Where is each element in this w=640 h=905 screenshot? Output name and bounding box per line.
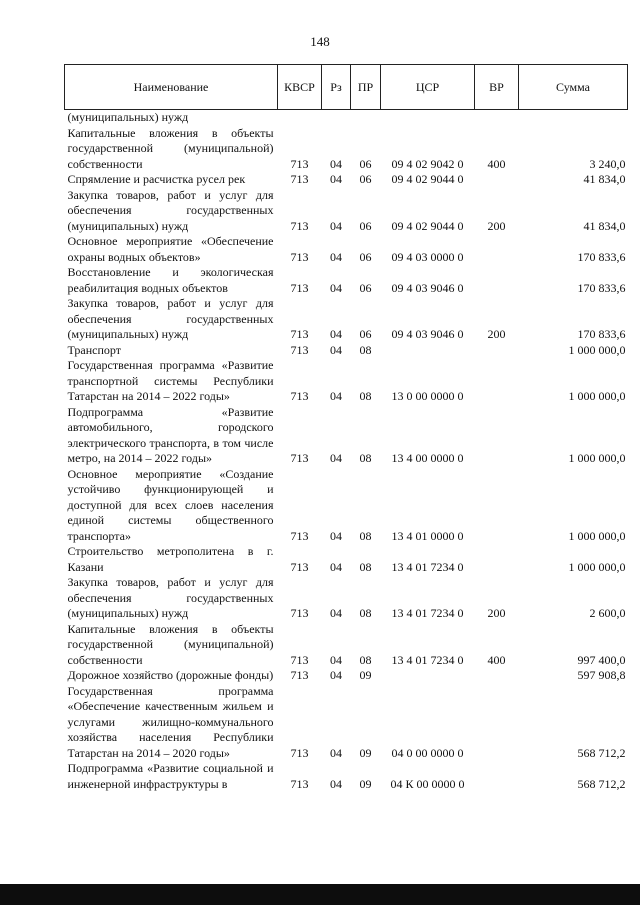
cell-sum: 568 712,2 [577,745,626,760]
cell-vr [475,684,519,762]
cell-vr [475,234,519,265]
header-kvsr: КВСР [278,65,322,110]
table-body [65,110,628,793]
page-number: 148 [310,34,330,49]
cell-sum: 1 000 000,0 [568,559,626,574]
cell-csr: 13 4 01 7234 0 [391,652,464,667]
cell-pr: 06 [359,249,372,264]
cell-sum: 1 000 000,0 [568,528,626,543]
cell-sum: 1 000 000,0 [568,389,626,403]
cell-vr [475,761,519,792]
table-row [65,358,628,405]
header-csr: ЦСР [381,65,475,110]
cell-name: Строительство метрополитена в г. Казани [67,544,274,574]
cell-csr: 09 4 03 0000 0 [391,249,464,264]
header-vr: ВР [475,65,519,110]
cell-sum: 41 834,0 [583,172,626,186]
table-row [65,172,628,188]
cell-vr [475,405,519,467]
table-row [65,544,628,575]
header-rz: Рз [322,65,351,110]
cell-kvsr: 713 [290,668,309,682]
table-row [65,622,628,669]
cell-rz: 04 [330,327,342,341]
cell-pr: 06 [359,327,372,341]
cell-name: Восстановление и экологическая реабилитация водных объектов [67,265,274,295]
table-row [65,343,628,359]
cell-pr: 08 [359,389,372,403]
cell-rz: 04 [330,668,342,682]
cell-rz: 04 [330,342,342,357]
cell-sum: 170 833,6 [577,327,626,341]
cell-kvsr: 713 [290,249,309,264]
cell-sum: 997 400,0 [577,652,626,667]
cell-pr: 09 [359,668,372,682]
cell-kvsr: 713 [290,218,309,233]
cell-pr: 09 [359,745,372,760]
cell-name: Закупка товаров, работ и услуг для обеспечения государственных (муниципальных) нужд [67,296,274,341]
cell-vr [475,110,519,126]
cell-pr: 08 [359,342,372,357]
cell-kvsr: 713 [290,776,309,791]
cell-vr [475,358,519,405]
cell-rz [322,110,351,126]
cell-name: Подпрограмма «Развитие автомобильного, городского электрического транспорта, в том числе метро, на 2014 – 2022 годы» [67,404,274,465]
cell-rz: 04 [330,249,342,264]
table-row [65,467,628,545]
cell-csr: 13 4 01 7234 0 [391,559,464,574]
cell-vr [475,668,519,684]
cell-pr: 08 [359,559,372,574]
cell-csr: 13 0 00 0000 0 [391,389,464,403]
table-row [65,684,628,762]
cell-vr: 400 [487,652,506,667]
cell-pr: 06 [359,218,372,233]
cell-name: Спрямление и расчистка русел рек [67,172,246,186]
table-row [65,234,628,265]
cell-rz: 04 [330,156,342,171]
cell-name: Дорожное хозяйство (дорожные фонды) [67,668,274,682]
cell-csr [381,110,475,126]
cell-csr: 13 4 01 7234 0 [391,606,464,620]
cell-kvsr: 713 [290,559,309,574]
cell-name: Капитальные вложения в объекты государственной (муниципальной) собственности [67,621,274,667]
cell-name: Государственная программа «Развитие транспортной системы Республики Татарстан на 2014 – 2022 годы» [67,358,274,403]
table-row [65,126,628,173]
cell-vr [475,265,519,296]
cell-csr: 13 4 01 0000 0 [391,528,464,543]
cell-pr: 09 [359,776,372,791]
cell-vr [475,172,519,188]
cell-sum [519,110,628,126]
cell-rz: 04 [330,280,342,295]
cell-vr: 200 [487,606,506,620]
cell-rz: 04 [330,559,342,574]
cell-csr: 09 4 02 9044 0 [391,172,464,186]
cell-sum: 41 834,0 [583,218,626,233]
header-sum: Сумма [519,65,628,110]
scan-edge-bar [0,884,640,905]
cell-kvsr: 713 [290,280,309,295]
cell-rz: 04 [330,172,342,186]
cell-kvsr [278,110,322,126]
cell-csr: 09 4 02 9042 0 [391,156,464,171]
cell-pr: 08 [359,528,372,543]
cell-pr [351,110,381,126]
cell-csr: 09 4 03 9046 0 [391,280,464,295]
cell-kvsr: 713 [290,342,309,357]
cell-pr: 08 [359,652,372,667]
table-row [65,405,628,467]
cell-rz: 04 [330,451,342,465]
cell-kvsr: 713 [290,389,309,403]
table-header [65,65,628,110]
cell-kvsr: 713 [290,652,309,667]
cell-rz: 04 [330,528,342,543]
cell-rz: 04 [330,776,342,791]
table-row [65,265,628,296]
cell-name: Транспорт [67,342,121,357]
cell-sum: 2 600,0 [589,606,626,620]
cell-name: Закупка товаров, работ и услуг для обеспечения государственных (муниципальных) нужд [67,187,274,233]
table-row [65,761,628,792]
table-row [65,668,628,684]
cell-kvsr: 713 [290,327,309,341]
table-row [65,188,628,235]
cell-vr [475,544,519,575]
cell-sum: 568 712,2 [577,776,626,791]
cell-csr: 04 К 00 0000 0 [390,776,465,791]
cell-csr [381,668,475,684]
cell-rz: 04 [330,389,342,403]
cell-rz: 04 [330,218,342,233]
cell-pr: 06 [359,156,372,171]
cell-rz: 04 [330,745,342,760]
cell-pr: 08 [359,451,372,465]
cell-pr: 06 [359,280,372,295]
cell-vr: 200 [487,218,506,233]
table-row [65,575,628,622]
cell-vr [475,467,519,545]
cell-name: Закупка товаров, работ и услуг для обеспечения государственных (муниципальных) нужд [67,575,274,620]
cell-name: Основное мероприятие «Обеспечение охраны водных объектов» [67,234,274,264]
cell-sum: 597 908,8 [577,668,626,682]
header-name: Наименование [65,65,278,110]
cell-vr: 400 [487,156,506,171]
table-row [65,296,628,343]
cell-csr: 09 4 03 9046 0 [391,327,464,341]
cell-sum: 170 833,6 [577,249,626,264]
header-pr: ПР [351,65,381,110]
cell-rz: 04 [330,606,342,620]
budget-table [64,64,628,792]
cell-kvsr: 713 [290,528,309,543]
cell-vr: 200 [487,327,506,341]
cell-rz: 04 [330,652,342,667]
cell-kvsr: 713 [290,172,309,186]
cell-sum: 1 000 000,0 [568,342,626,357]
cell-name: Подпрограмма «Развитие социальной и инженерной инфраструктуры в [67,761,274,791]
cell-name: Капитальные вложения в объекты государственной (муниципальной) собственности [67,125,274,171]
cell-pr: 06 [359,172,372,186]
cell-csr: 09 4 02 9044 0 [391,218,464,233]
cell-name: Основное мероприятие «Создание устойчиво функционирующей и доступной для всех слоев населения единой системы общественного транспорта» [67,466,274,543]
cell-name: (муниципальных) нужд [67,110,189,124]
cell-vr [475,343,519,359]
table-row [65,110,628,126]
cell-csr: 04 0 00 0000 0 [391,745,464,760]
cell-kvsr: 713 [290,745,309,760]
cell-name: Государственная программа «Обеспечение качественным жильем и услугами жилищно-коммунального хозяйства населения Республики Татарстан на 2014 – 2020 годы» [67,683,274,760]
cell-csr [381,343,475,359]
cell-pr: 08 [359,606,372,620]
cell-sum: 170 833,6 [577,280,626,295]
cell-sum: 1 000 000,0 [568,451,626,465]
cell-kvsr: 713 [290,451,309,465]
cell-sum: 3 240,0 [589,156,626,171]
cell-csr: 13 4 00 0000 0 [391,451,464,465]
cell-kvsr: 713 [290,606,309,620]
cell-kvsr: 713 [290,156,309,171]
